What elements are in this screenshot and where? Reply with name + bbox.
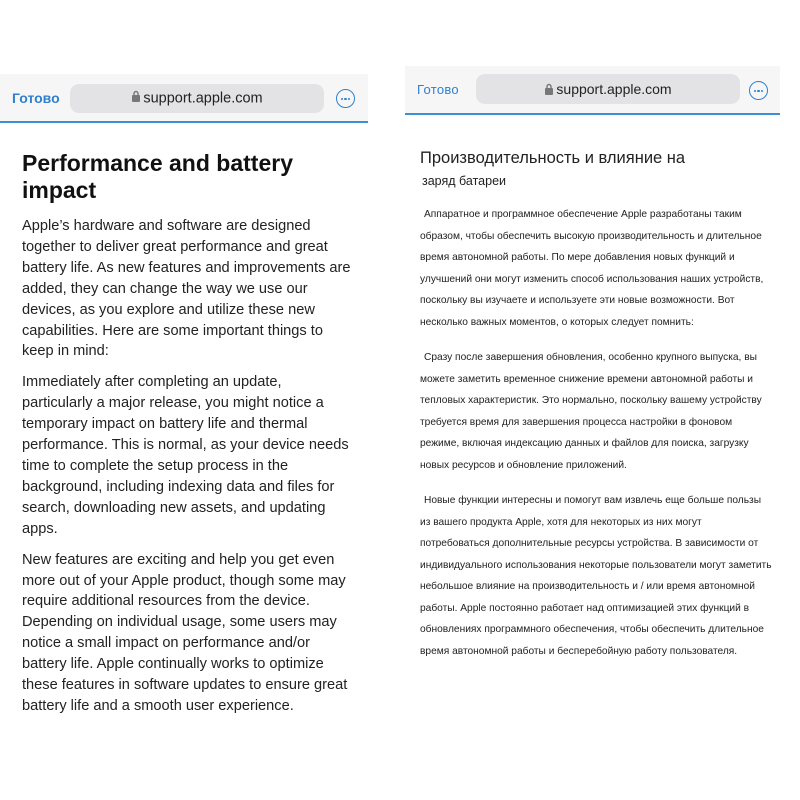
paragraph-features: Новые функции интересны и помогут вам извлечь еще больше пользы из вашего продукта Apple, хотя для некоторых из них могут потребоваться дополнительные ресурсы устройства. В зависимости от индивидуального использования некоторые пользователи могут заметить небольшое влияние на производительность и / или время автономной работы. Apple постоянно работает над оптимизацией этих функций в обновлениях программного обеспечения, чтобы обеспечить длительное время автономной работы и бесперебойную работу пользователя. <box>420 495 772 657</box>
url-text: support.apple.com <box>556 81 672 97</box>
russian-screenshot <box>405 66 780 800</box>
page-subtitle: заряд батареи <box>422 174 507 188</box>
url-text: support.apple.com <box>143 90 263 107</box>
article <box>420 146 772 676</box>
done-button[interactable]: Готово <box>417 82 459 97</box>
done-button[interactable]: Готово <box>12 90 60 106</box>
paragraph-intro: Аппаратное и программное обеспечение Apple разработаны таким образом, чтобы обеспечить высокую производительность и длительное время автономной работы. По мере добавления новых функций и улучшений они могут изменить способ использования наших устройств, поскольку вы изучаете и используете эти новые возможности. Вот несколько важных моментов, о которых следует помнить: <box>420 209 764 328</box>
paragraph-intro: Apple’s hardware and software are designed together to deliver great performance and great battery life. As new features and improvements are added, they can change the way we use our devices, as you explore and utilize these new capabilities. Here are some important things to keep in mind: <box>22 218 351 360</box>
page-title: Производительность и влияние на <box>420 149 686 167</box>
address-bar[interactable] <box>476 74 740 104</box>
page-title: Performance and battery impact <box>22 150 293 203</box>
english-screenshot <box>0 74 368 800</box>
paragraph-features: New features are exciting and help you get even more out of your Apple product, though some may require additional resources from the device. Depending on individual usage, some users may notice a small impact on performance and/or battery life. Apple continually works to optimize these features in software updates to ensure great battery life and a smooth user experience. <box>22 551 348 714</box>
browser-toolbar <box>405 66 780 115</box>
article <box>22 150 352 727</box>
paragraph-update: Сразу после завершения обновления, особенно крупного выпуска, вы можете заметить временное снижение времени автономной работы и тепловых характеристик. Это нормально, поскольку вашему устройству требуется время для завершения процесса настройки в фоновом режиме, включая индексацию данных и файлов для поиска, загрузку новых ресурсов и обновление приложений. <box>420 352 762 471</box>
lock-icon <box>131 84 141 113</box>
lock-icon <box>544 75 554 105</box>
browser-toolbar <box>0 74 368 123</box>
paragraph-update: Immediately after completing an update, particularly a major release, you might notice a temporary impact on battery life and thermal performance. This is normal, as your device needs time to complete the setup process in the background, including indexing data and files for search, downloading new assets, and updating apps. <box>22 374 349 537</box>
address-bar[interactable] <box>70 84 324 113</box>
more-icon[interactable] <box>336 89 355 108</box>
more-icon[interactable] <box>749 81 768 100</box>
